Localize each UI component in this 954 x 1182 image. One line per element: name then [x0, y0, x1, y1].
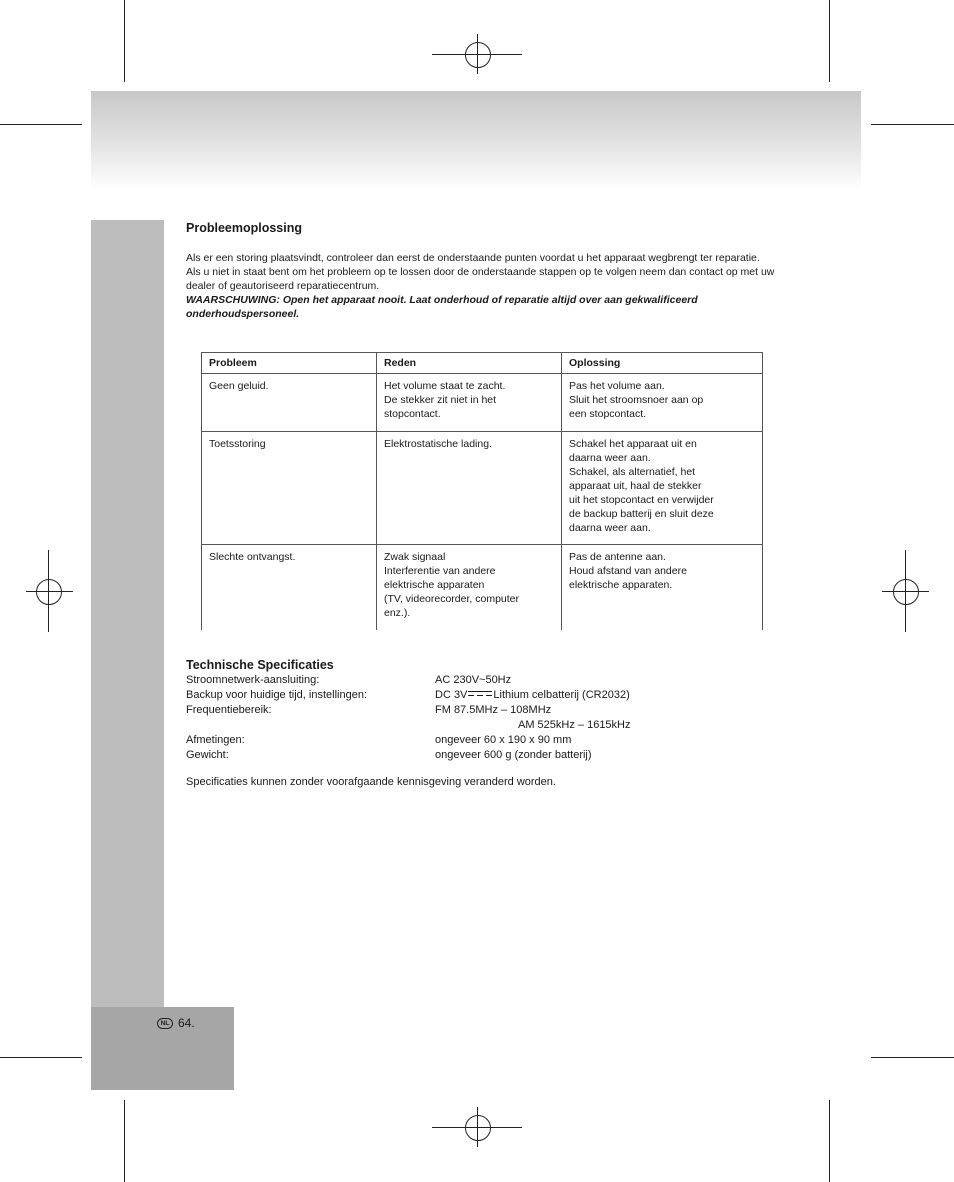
header-band [91, 91, 861, 190]
spec-value: FM 87.5MHz – 108MHz [435, 704, 552, 716]
cell-text: Pas de antenne aan. Houd afstand van andere elektrische apparaten. [569, 551, 687, 591]
spec-label-empty [186, 718, 435, 733]
spec-value: ongeveer 60 x 190 x 90 mm [435, 734, 572, 746]
specs-disclaimer: Specificaties kunnen zonder voorafgaande kennisgeving veranderd worden. [186, 776, 556, 788]
specs-list [186, 673, 631, 763]
column-header-reason: Reden [377, 353, 562, 374]
column-header-problem: Probleem [202, 353, 377, 374]
spec-row-power [186, 673, 631, 688]
registration-circle [465, 1115, 491, 1141]
language-badge: NL [157, 1018, 173, 1029]
crop-mark [829, 1100, 830, 1182]
spec-value: ongeveer 600 g (zonder batterij) [435, 749, 592, 761]
spec-row-weight [186, 748, 631, 763]
crop-mark [871, 124, 954, 125]
registration-circle [893, 579, 919, 605]
spec-value-suffix: Lithium celbatterij (CR2032) [493, 689, 630, 701]
column-header-solution: Oplossing [562, 353, 763, 374]
table-header-row [202, 353, 763, 374]
table-cell [562, 432, 763, 545]
spec-label: Gewicht: [186, 749, 229, 761]
registration-circle [465, 42, 491, 68]
section-title-troubleshooting: Probleemoplossing [186, 221, 302, 235]
spec-value: AM 525kHz – 1615kHz [518, 719, 631, 731]
table-cell [377, 432, 562, 545]
table-row [202, 374, 763, 432]
cell-text: Elektrostatische lading. [384, 438, 492, 450]
table-cell [202, 374, 377, 432]
table-cell [377, 545, 562, 630]
spec-row-frequency-am [186, 718, 631, 733]
table-cell [562, 374, 763, 432]
spec-label: Backup voor huidige tijd, instellingen: [186, 689, 368, 701]
cell-text: Het volume staat te zacht. De stekker zit niet in het stopcontact. [384, 380, 506, 420]
spec-label: Stroomnetwerk-aansluiting: [186, 674, 320, 686]
crop-mark [0, 124, 82, 125]
table-cell [377, 374, 562, 432]
table-row [202, 432, 763, 545]
spec-value: AC 230V~50Hz [435, 674, 512, 686]
crop-mark [124, 0, 125, 82]
cell-text: Pas het volume aan. Sluit het stroomsnoer aan op een stopcontact. [569, 380, 704, 420]
table-cell [562, 545, 763, 630]
intro-paragraph: Als er een storing plaatsvindt, controleer dan eerst de onderstaande punten voordat u het apparaat wegbrengt ter reparatie. [186, 252, 760, 264]
table-row [202, 545, 763, 630]
registration-circle [36, 579, 62, 605]
cell-text: Toetsstoring [209, 438, 266, 450]
cell-text: Geen geluid. [209, 380, 269, 392]
spec-label: Frequentiebereik: [186, 704, 272, 716]
cell-text: Slechte ontvangst. [209, 551, 296, 563]
spec-row-backup [186, 688, 631, 703]
spec-value-prefix: DC 3V [435, 689, 468, 701]
spec-row-dimensions [186, 733, 631, 748]
crop-mark [871, 1057, 954, 1058]
page-footer [157, 1016, 195, 1030]
crop-mark [829, 0, 830, 82]
cell-text: Zwak signaal Interferentie van andere elektrische apparaten (TV, videorecorder, computer enz.). [384, 551, 520, 619]
spec-label: Afmetingen: [186, 734, 245, 746]
intro-paragraph: Als u niet in staat bent om het probleem op te lossen door de onderstaande stappen op te volgen neem dan contact op met uw dealer of geautoriseerd reparatiecentrum. [186, 266, 775, 292]
crop-mark [124, 1100, 125, 1182]
spec-row-frequency [186, 703, 631, 718]
table-cell [202, 545, 377, 630]
page-number: 64. [178, 1016, 195, 1030]
section-title-specs: Technische Specificaties [186, 658, 334, 672]
dc-current-icon [468, 691, 492, 698]
spec-value [435, 688, 630, 703]
troubleshooting-table [201, 352, 763, 630]
side-bar [91, 220, 164, 1007]
warning-text: WAARSCHUWING: Open het apparaat nooit. Laat onderhoud of reparatie altijd over aan gekwalificeerd onderhoudspersoneel. [186, 294, 698, 320]
crop-mark [0, 1057, 82, 1058]
table-cell [202, 432, 377, 545]
troubleshooting-intro [186, 251, 776, 321]
cell-text: Schakel het apparaat uit en daarna weer aan. Schakel, als alternatief, het apparaat uit, haal de stekker uit het stopcontact en verwijder de backup batterij en sluit deze daarna weer aan. [569, 438, 714, 534]
